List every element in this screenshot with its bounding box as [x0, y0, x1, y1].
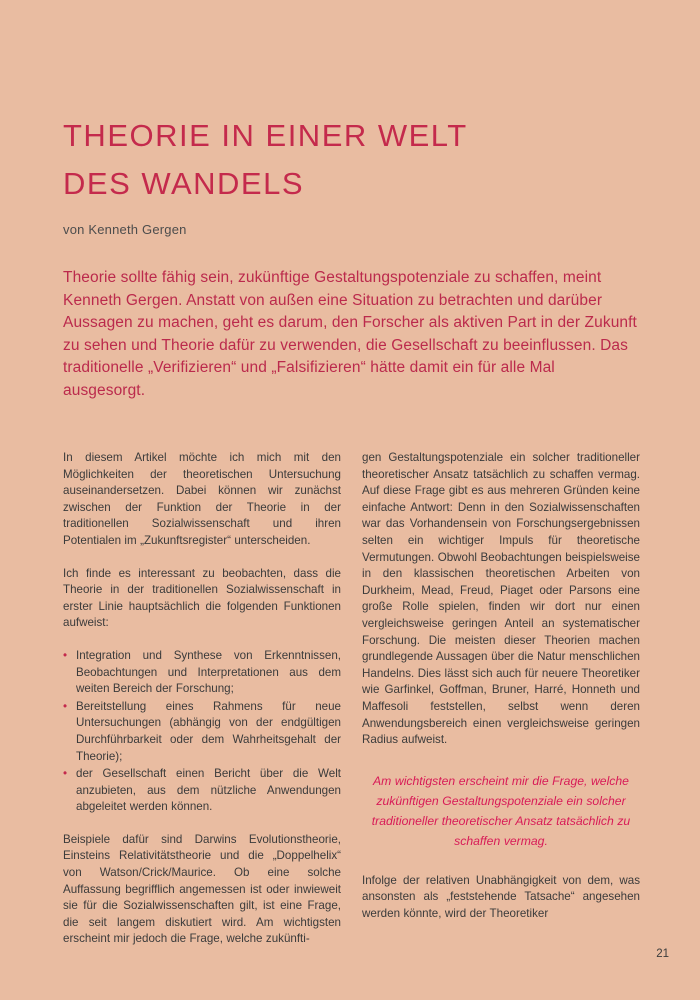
- bullet-list: [63, 648, 341, 816]
- bullet-item-text: Bereitstellung eines Rahmens für neue Untersuchungen (abhängig von der endgültigen Durchführbarkeit oder dem Wahrheitsgehalt der Theorie);: [76, 699, 341, 763]
- article-byline: von Kenneth Gergen: [63, 222, 187, 237]
- bullet-marker-icon: •: [63, 648, 68, 662]
- paragraph: gen Gestaltungspotenziale ein solcher traditioneller theoretischer Ansatz tatsächlich zu schaffen vermag. Auf diese Frage gibt es aus mehreren Gründen keine einfache Antwort: Denn in den Sozialwissenschaften war das Vorhandensein von Forschungsergebnissen selten ein wichtiger Impuls für theoretische Vermutungen. Obwohl Beobachtungen beispielsweise in den klassischen theoretischen Arbeiten von Durkheim, Mead, Freud, Piaget oder Parsons eine große Rolle spielen, finden wir dort nur einen vergleichsweise geringen Anteil an systematischer Forschung. Die meisten dieser Theorien machen grundlegende Aussagen über die Natur menschlichen Handelns. Dies lässt sich auch für neuere Theoretiker wie Garfinkel, Goffman, Bruner, Harré, Honneth und Maffesoli feststellen, selbst wenn deren Anwendungsbereich einen vergleichsweise geringen Radius aufweist.: [362, 451, 640, 747]
- bullet-marker-icon: •: [63, 767, 68, 781]
- bullet-item-text: der Gesellschaft einen Bericht über die Welt anzubieten, aus dem nützliche Anwendungen abgeleitet werden können.: [76, 767, 341, 814]
- column-left: [63, 450, 341, 948]
- paragraph: Infolge der relativen Unabhängigkeit von dem, was ansonsten als „feststehende Tatsache“ angesehen werden könnte, wird der Theoretiker: [362, 873, 640, 920]
- article-title-line2: DES WANDELS: [63, 166, 305, 201]
- bullet-item: [63, 766, 341, 816]
- article-title-line1: THEORIE IN EINER WELT: [63, 118, 468, 153]
- pull-quote: Am wichtigsten erscheint mir die Frage, welche zukünftigen Gestaltungspotenziale ein solcher traditioneller theoretischer Ansatz tatsächlich zu schaffen vermag.: [371, 773, 631, 848]
- paragraph: Ich finde es interessant zu beobachten, dass die Theorie in der traditionellen Sozialwissenschaft in erster Linie hauptsächlich die folgenden Funktionen aufweist:: [63, 566, 341, 630]
- paragraph: Beispiele dafür sind Darwins Evolutionstheorie, Einsteins Relativitätstheorie und die „Doppelhelix“ von Watson/Crick/Maurice. Ob eine solche Auffassung begrifflich angemessen ist oder inwieweit sie für die Sozialwissenschaften gilt, ist eine Frage, die seit langem diskutiert wird. Am wichtigsten erscheint mir jedoch die Frage, welche zukünfti-: [63, 832, 341, 946]
- bullet-marker-icon: •: [63, 699, 68, 713]
- column-right: [362, 450, 640, 948]
- bullet-item: [63, 699, 341, 765]
- article-body: [63, 450, 640, 948]
- page-number: 21: [656, 948, 669, 960]
- page-content: [63, 0, 640, 948]
- paragraph: In diesem Artikel möchte ich mich mit den Möglichkeiten der theoretischen Untersuchung auseinandersetzen. Dabei können wir zunächst zwischen der Funktion der Theorie in der traditionellen Sozialwissenschaft und ihren Potentialen im „Zukunftsregister“ unterscheiden.: [63, 451, 341, 547]
- article-title: [63, 112, 640, 208]
- bullet-item-text: Integration und Synthese von Erkenntnissen, Beobachtungen und Interpretationen aus dem weiten Bereich der Forschung;: [76, 648, 341, 696]
- bullet-item: [63, 648, 341, 698]
- article-lede: Theorie sollte fähig sein, zukünftige Gestaltungspotenziale zu schaffen, meint Kenneth Gergen. Anstatt von außen eine Situation zu betrachten und darüber Aussagen zu machen, geht es darum, den Forscher als aktiven Part in der Zukunft zu sehen und Theorie dafür zu verwenden, die Gesellschaft zu beeinflussen. Das traditionelle „Verifizieren“ und „Falsifizieren“ hätte damit ein für alle Mal ausgesorgt.: [63, 269, 637, 399]
